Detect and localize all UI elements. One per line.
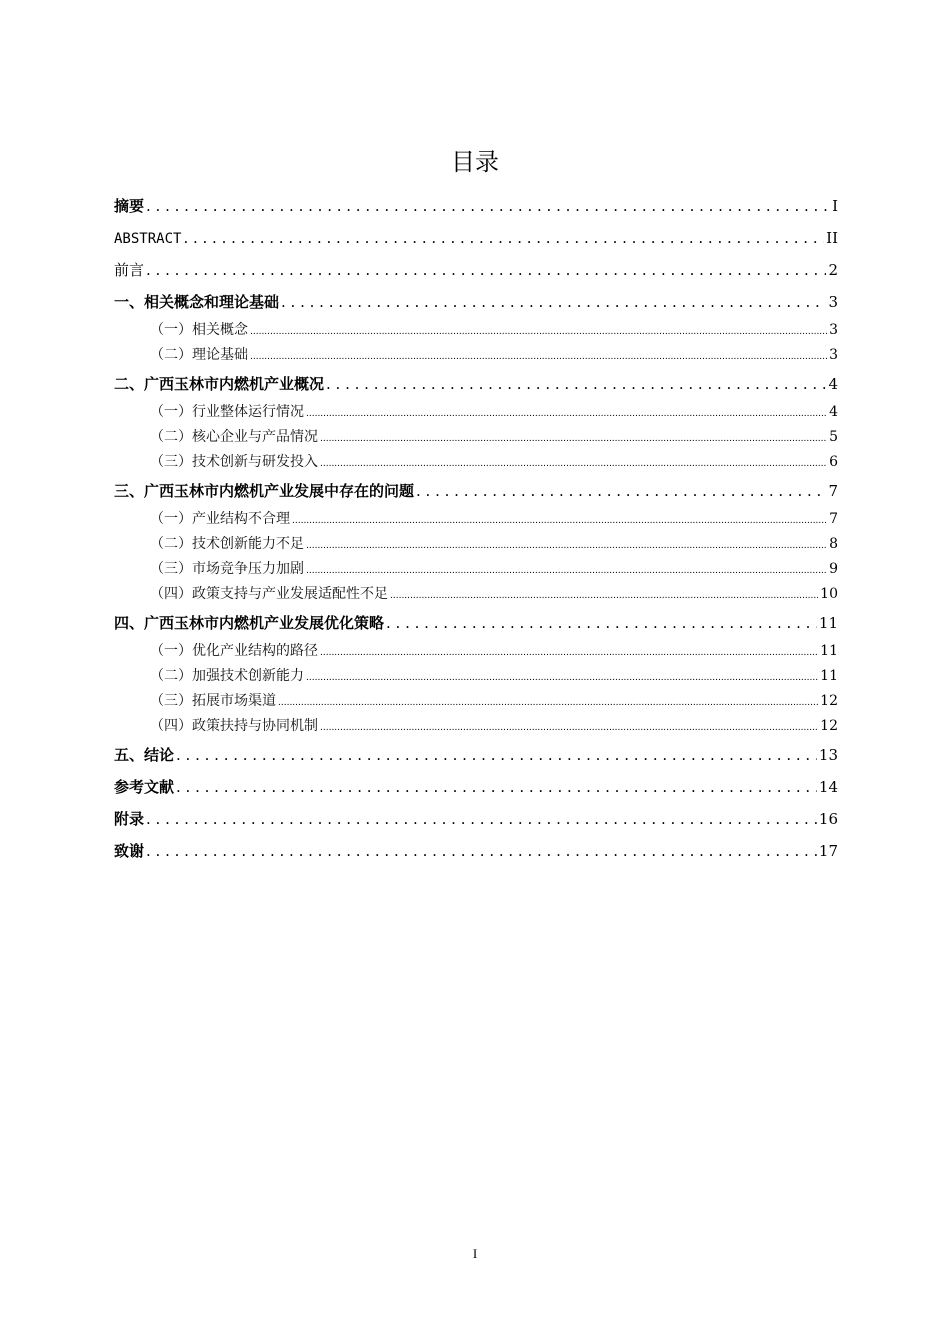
toc-leader-dots xyxy=(320,425,827,452)
toc-entry-label: （一）行业整体运行情况 xyxy=(150,404,304,420)
toc-entry-section[interactable] xyxy=(114,582,838,607)
toc-leader-dots xyxy=(176,739,817,771)
toc-entry-label: 一、相关概念和理论基础 xyxy=(114,293,280,311)
toc-entry-page: 11 xyxy=(818,614,838,632)
toc-entry-page: 16 xyxy=(818,810,838,828)
toc-entry-label: 附录 xyxy=(114,810,145,828)
footer-page-number: I xyxy=(472,1246,478,1261)
toc-entry-label: （三）拓展市场渠道 xyxy=(150,693,276,709)
toc-entry-page: 4 xyxy=(829,404,838,420)
toc-entry-label: 二、广西玉林市内燃机产业概况 xyxy=(114,375,325,393)
toc-leader-dots xyxy=(183,222,824,254)
toc-entry-page: 11 xyxy=(820,643,838,659)
toc-entry-label: 三、广西玉林市内燃机产业发展中存在的问题 xyxy=(114,482,415,500)
toc-entry-label: （一）相关概念 xyxy=(150,322,248,338)
toc-entry-label: 四、广西玉林市内燃机产业发展优化策略 xyxy=(114,614,385,632)
toc-entry-appendix[interactable] xyxy=(114,803,838,835)
toc-entry-label: （三）技术创新与研发投入 xyxy=(150,454,318,470)
toc-entry-abstract-cn[interactable] xyxy=(114,190,838,222)
toc-entry-label: （一）产业结构不合理 xyxy=(150,511,290,527)
toc-entry-section[interactable] xyxy=(114,343,838,368)
toc-entry-section[interactable] xyxy=(114,664,838,689)
toc-entry-label: （三）市场竞争压力加剧 xyxy=(150,561,304,577)
toc-entry-section[interactable] xyxy=(114,450,838,475)
toc-entry-label: （一）优化产业结构的路径 xyxy=(150,643,318,659)
toc-entry-page: 8 xyxy=(829,536,838,552)
toc-entry-label: （四）政策扶持与协同机制 xyxy=(150,718,318,734)
toc-entry-page: 12 xyxy=(820,718,838,734)
toc-entry-label: 参考文献 xyxy=(114,778,175,796)
toc-entry-section[interactable] xyxy=(114,507,838,532)
toc-entry-section[interactable] xyxy=(114,689,838,714)
toc-entry-page: 13 xyxy=(818,746,838,764)
toc-entry-section[interactable] xyxy=(114,400,838,425)
toc-entry-page: 7 xyxy=(828,482,838,500)
toc-entry-section[interactable] xyxy=(114,557,838,582)
toc-entry-page: 14 xyxy=(818,778,838,796)
toc-entry-label: 摘要 xyxy=(114,197,145,215)
toc-leader-dots xyxy=(250,343,827,370)
toc-entry-page: 7 xyxy=(829,511,838,527)
toc-entry-label: 五、结论 xyxy=(114,746,175,764)
toc-entry-section[interactable] xyxy=(114,714,838,739)
toc-entry-page: 12 xyxy=(820,693,838,709)
toc-leader-dots xyxy=(306,400,827,427)
toc-entry-chapter-4[interactable] xyxy=(114,607,838,639)
toc-entry-chapter-2[interactable] xyxy=(114,368,838,400)
toc-entry-page: 6 xyxy=(829,454,838,470)
toc-leader-dots xyxy=(326,368,826,400)
toc-entry-page: 3 xyxy=(828,293,838,311)
toc-leader-dots xyxy=(306,664,818,691)
toc-entry-page: 17 xyxy=(818,842,838,860)
toc-entry-conclusion[interactable] xyxy=(114,739,838,771)
toc-leader-dots xyxy=(320,639,818,666)
toc-leader-dots xyxy=(146,803,817,835)
toc-entry-acknowledgements[interactable] xyxy=(114,835,838,867)
toc-entry-page: 10 xyxy=(820,586,838,602)
toc-leader-dots xyxy=(250,318,827,345)
toc-entry-label: （二）核心企业与产品情况 xyxy=(150,429,318,445)
toc-entry-section[interactable] xyxy=(114,425,838,450)
toc-entry-page: II xyxy=(826,229,838,247)
toc-entry-label: （二）理论基础 xyxy=(150,347,248,363)
toc-entry-page: 11 xyxy=(820,668,838,684)
toc-leader-dots xyxy=(278,689,818,716)
toc-entry-section[interactable] xyxy=(114,318,838,343)
toc-entry-references[interactable] xyxy=(114,771,838,803)
toc-leader-dots xyxy=(320,450,827,477)
toc-entry-page: 3 xyxy=(829,322,838,338)
toc-leader-dots xyxy=(306,532,827,559)
toc-entry-label: （四）政策支持与产业发展适配性不足 xyxy=(150,586,388,602)
toc-entry-page: 5 xyxy=(829,429,838,445)
toc-leader-dots xyxy=(176,771,817,803)
toc-entry-page: 4 xyxy=(828,375,838,393)
toc-entry-label: 致谢 xyxy=(114,842,145,860)
toc-entry-chapter-3[interactable] xyxy=(114,475,838,507)
toc-leader-dots xyxy=(146,254,826,286)
toc-leader-dots xyxy=(390,582,818,609)
toc-leader-dots xyxy=(146,190,830,222)
toc-leader-dots xyxy=(306,557,827,584)
toc-entry-page: 9 xyxy=(829,561,838,577)
toc-entry-chapter-1[interactable] xyxy=(114,286,838,318)
table-of-contents xyxy=(114,190,838,867)
toc-entry-section[interactable] xyxy=(114,639,838,664)
toc-leader-dots xyxy=(281,286,826,318)
toc-entry-label: ABSTRACT xyxy=(114,231,182,247)
toc-entry-section[interactable] xyxy=(114,532,838,557)
toc-entry-page: 3 xyxy=(829,347,838,363)
toc-leader-dots xyxy=(386,607,817,639)
toc-leader-dots xyxy=(292,507,827,534)
toc-leader-dots xyxy=(146,835,817,867)
toc-leader-dots xyxy=(320,714,818,741)
toc-entry-page: I xyxy=(832,197,838,215)
toc-entry-page: 2 xyxy=(828,261,838,279)
toc-entry-label: 前言 xyxy=(114,261,145,279)
toc-entry-abstract-en[interactable] xyxy=(114,222,838,254)
page-title: 目录 xyxy=(451,148,499,176)
toc-entry-label: （二）技术创新能力不足 xyxy=(150,536,304,552)
toc-entry-label: （二）加强技术创新能力 xyxy=(150,668,304,684)
toc-leader-dots xyxy=(416,475,826,507)
toc-entry-preface[interactable] xyxy=(114,254,838,286)
